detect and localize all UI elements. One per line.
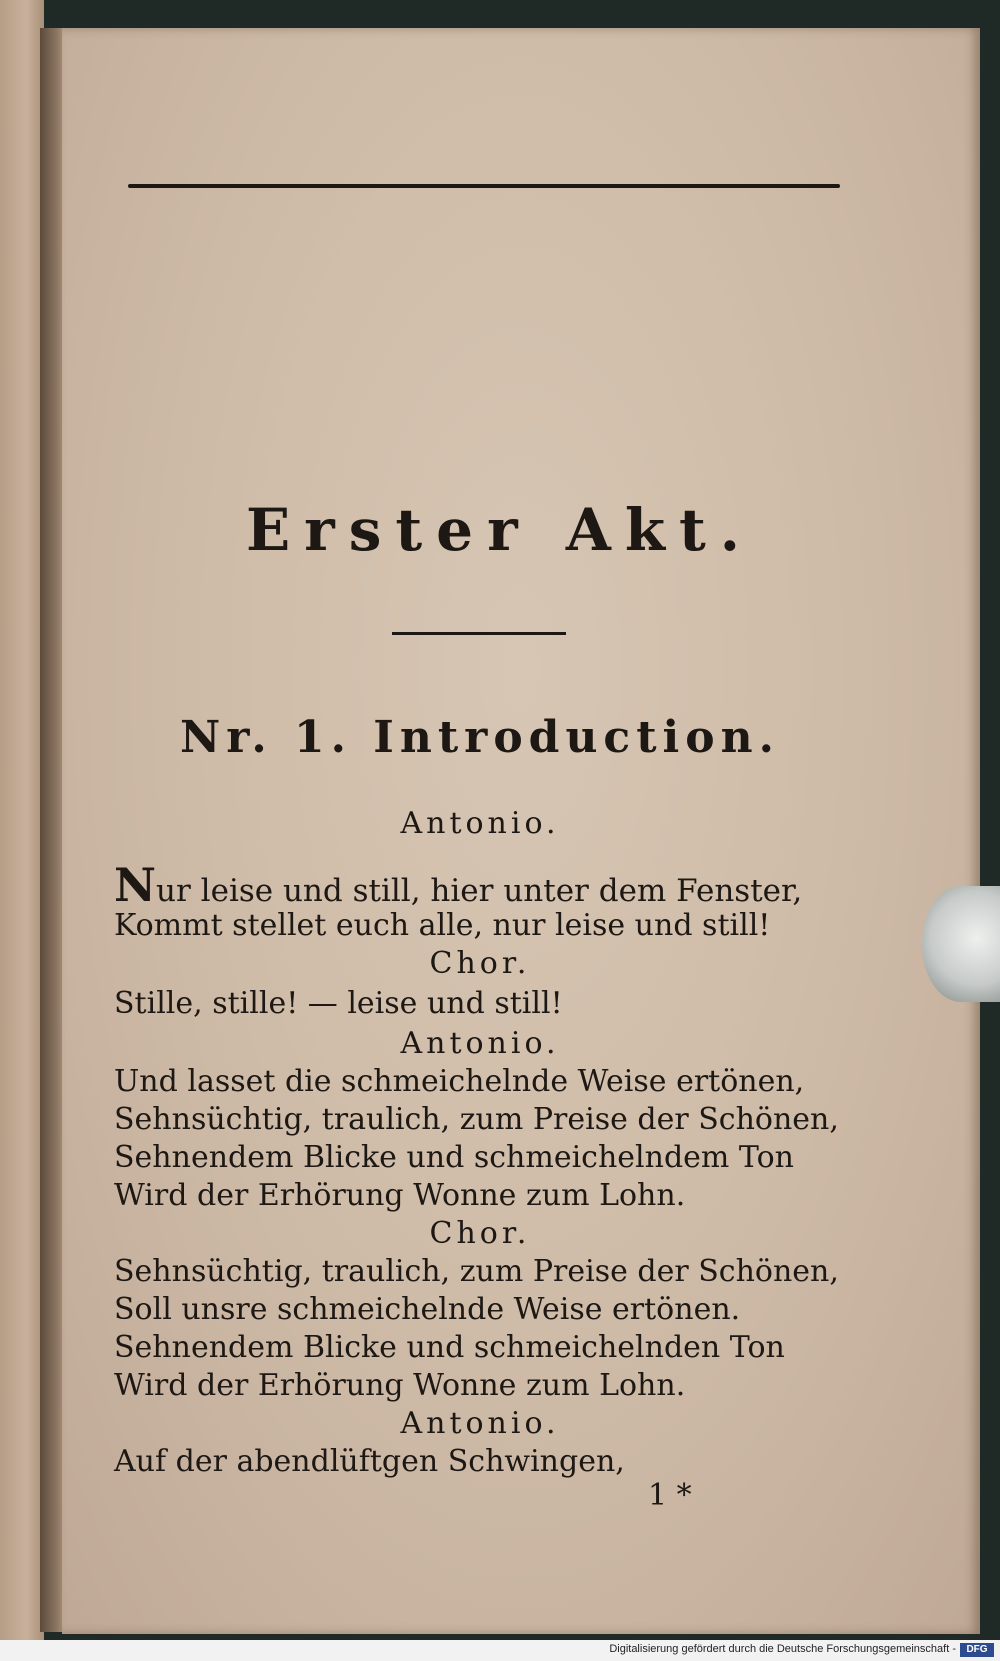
verse-line — [114, 858, 802, 912]
page-clip — [922, 886, 1000, 1002]
verse-line: Soll unsre schmeichelnde Weise ertönen. — [114, 1292, 741, 1327]
section-rule — [392, 632, 566, 635]
act-title: Erster Akt. — [245, 496, 755, 564]
speaker-name: Chor. — [429, 1216, 531, 1251]
verse-line: Sehnendem Blicke und schmeichelndem Ton — [114, 1140, 794, 1175]
verse-line: Wird der Erhörung Wonne zum Lohn. — [114, 1178, 686, 1213]
verse-line: Sehnsüchtig, traulich, zum Preise der Schönen, — [114, 1102, 839, 1137]
page-signature: 1 * — [648, 1478, 692, 1513]
verse-line-text: ur leise und still, hier unter dem Fenster, — [156, 873, 803, 909]
speaker-name: Antonio. — [400, 1406, 560, 1441]
drop-initial: N — [114, 858, 157, 912]
number-title: Nr. 1. Introduction. — [180, 712, 780, 763]
speaker-name: Antonio. — [400, 806, 560, 841]
verse-line: Und lasset die schmeichelnde Weise ertönen, — [114, 1064, 805, 1099]
speaker-name: Antonio. — [400, 1026, 560, 1061]
top-rule — [128, 184, 840, 188]
verse-line: Auf der abendlüftgen Schwingen, — [114, 1444, 625, 1479]
verse-line: Sehnendem Blicke und schmeichelnden Ton — [114, 1330, 785, 1365]
verse-line: Wird der Erhörung Wonne zum Lohn. — [114, 1368, 686, 1403]
verse-line: Sehnsüchtig, traulich, zum Preise der Schönen, — [114, 1254, 839, 1289]
speaker-name: Chor. — [429, 946, 531, 981]
verse-line: Kommt stellet euch alle, nur leise und still! — [114, 908, 771, 943]
dfg-logo: DFG — [960, 1643, 994, 1657]
verse-line: Stille, stille! — leise und still! — [114, 986, 563, 1021]
footer-credit: Digitalisierung gefördert durch die Deutsche Forschungsgemeinschaft - — [609, 1643, 956, 1655]
digitization-footer — [0, 1640, 1000, 1661]
